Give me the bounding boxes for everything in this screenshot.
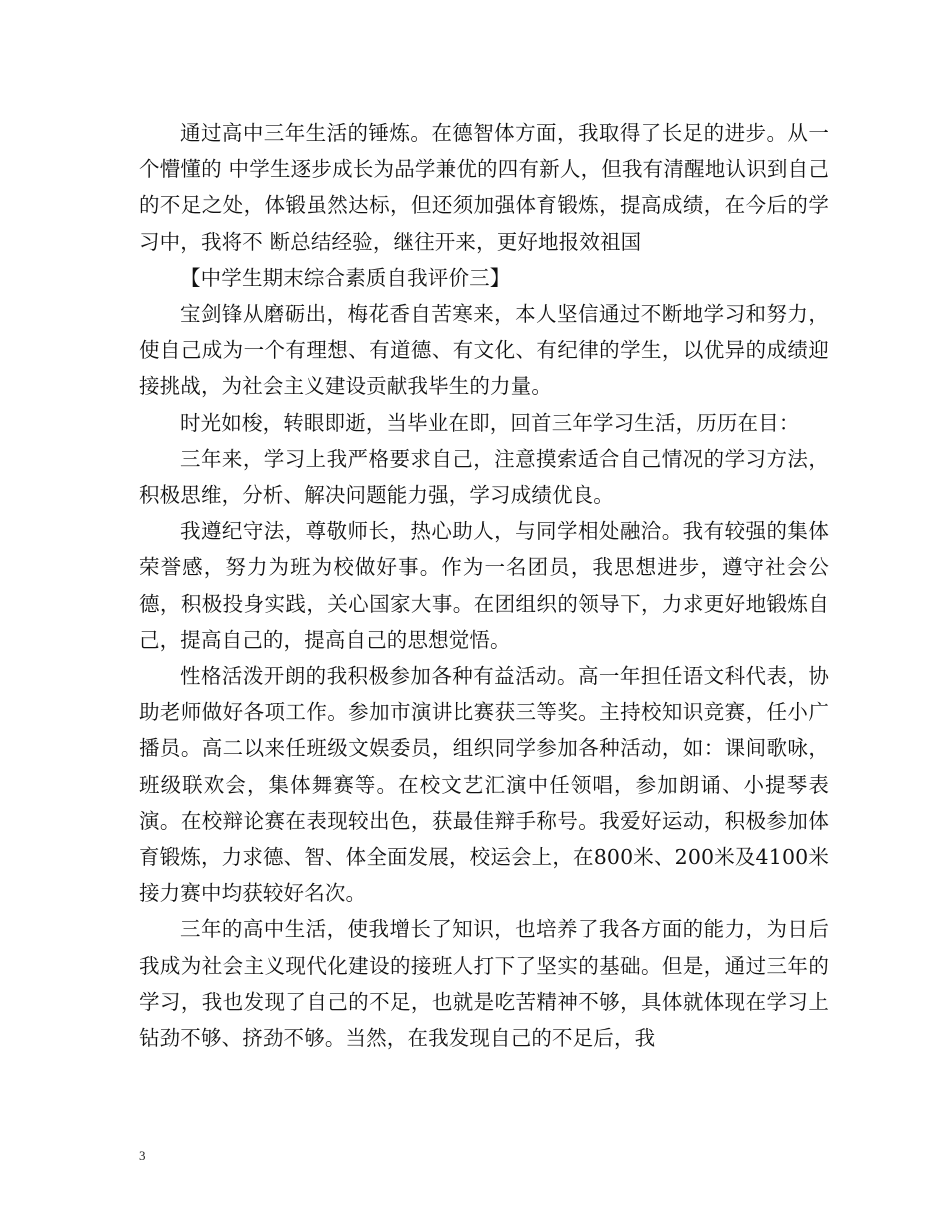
paragraph-conduct: 我遵纪守法，尊敬师长，热心助人，与同学相处融洽。我有较强的集体荣誉感，努力为班为校做好事。作为一名团员，我思想进步，遵守社会公德，积极投身实践，关心国家大事。在团组织的领导下，力求更好地锻炼自己，提高自己的，提高自己的思想觉悟。 [139, 519, 829, 652]
paragraph-reflection: 三年的高中生活，使我增长了知识，也培养了我各方面的能力，为日后我成为社会主义现代化建设的接班人打下了坚实的基础。但是，通过三年的学习，我也发现了自己的不足，也就是吃苦精神不够，具体就体现在学习上钻劲不够、挤劲不够。当然，在我发现自己的不足后，我 [139, 917, 829, 1051]
paragraph-summary: 通过高中三年生活的锤炼。在德智体方面，我取得了长足的进步。从一个懵懂的 中学生逐步成长为品学兼优的四有新人，但我有清醒地认识到自己的不足之处，体锻虽然达标，但还须加强体育锻炼，提高成绩，在今后的学习中，我将不 断总结经验，继往开来，更好地报效祖国 [139, 121, 829, 254]
paragraph-activities: 性格活泼开朗的我积极参加各种有益活动。高一年担任语文科代表，协助老师做好各项工作。参加市演讲比赛获三等奖。主持校知识竞赛，任小广播员。高二以来任班级文娱委员，组织同学参加各种活动，如：课间歌咏，班级联欢会，集体舞赛等。在校文艺汇演中任领唱，参加朗诵、小提琴表演。在校辩论赛在表现较出色，获最佳辩手称号。我爱好运动，积极参加体育锻炼，力求德、智、体全面发展，校运会上，在800米、200米及4100米接力赛中均获较好名次。 [139, 664, 829, 906]
document-body [139, 115, 829, 1056]
paragraph-study: 三年来，学习上我严格要求自己，注意摸索适合自己情况的学习方法，积极思维，分析、解决问题能力强，学习成绩优良。 [139, 446, 829, 508]
paragraph-review: 时光如梭，转眼即逝，当毕业在即，回首三年学习生活，历历在目： [180, 410, 800, 435]
page-number: 3 [139, 1148, 146, 1163]
section-heading: 【中学生期末综合素质自我评价三】 [180, 265, 511, 290]
paragraph-intro: 宝剑锋从磨砺出，梅花香自苦寒来，本人坚信通过不断地学习和努力，使自己成为一个有理想、有道德、有文化、有纪律的学生，以优异的成绩迎接挑战，为社会主义建设贡献我毕生的力量。 [139, 302, 829, 399]
